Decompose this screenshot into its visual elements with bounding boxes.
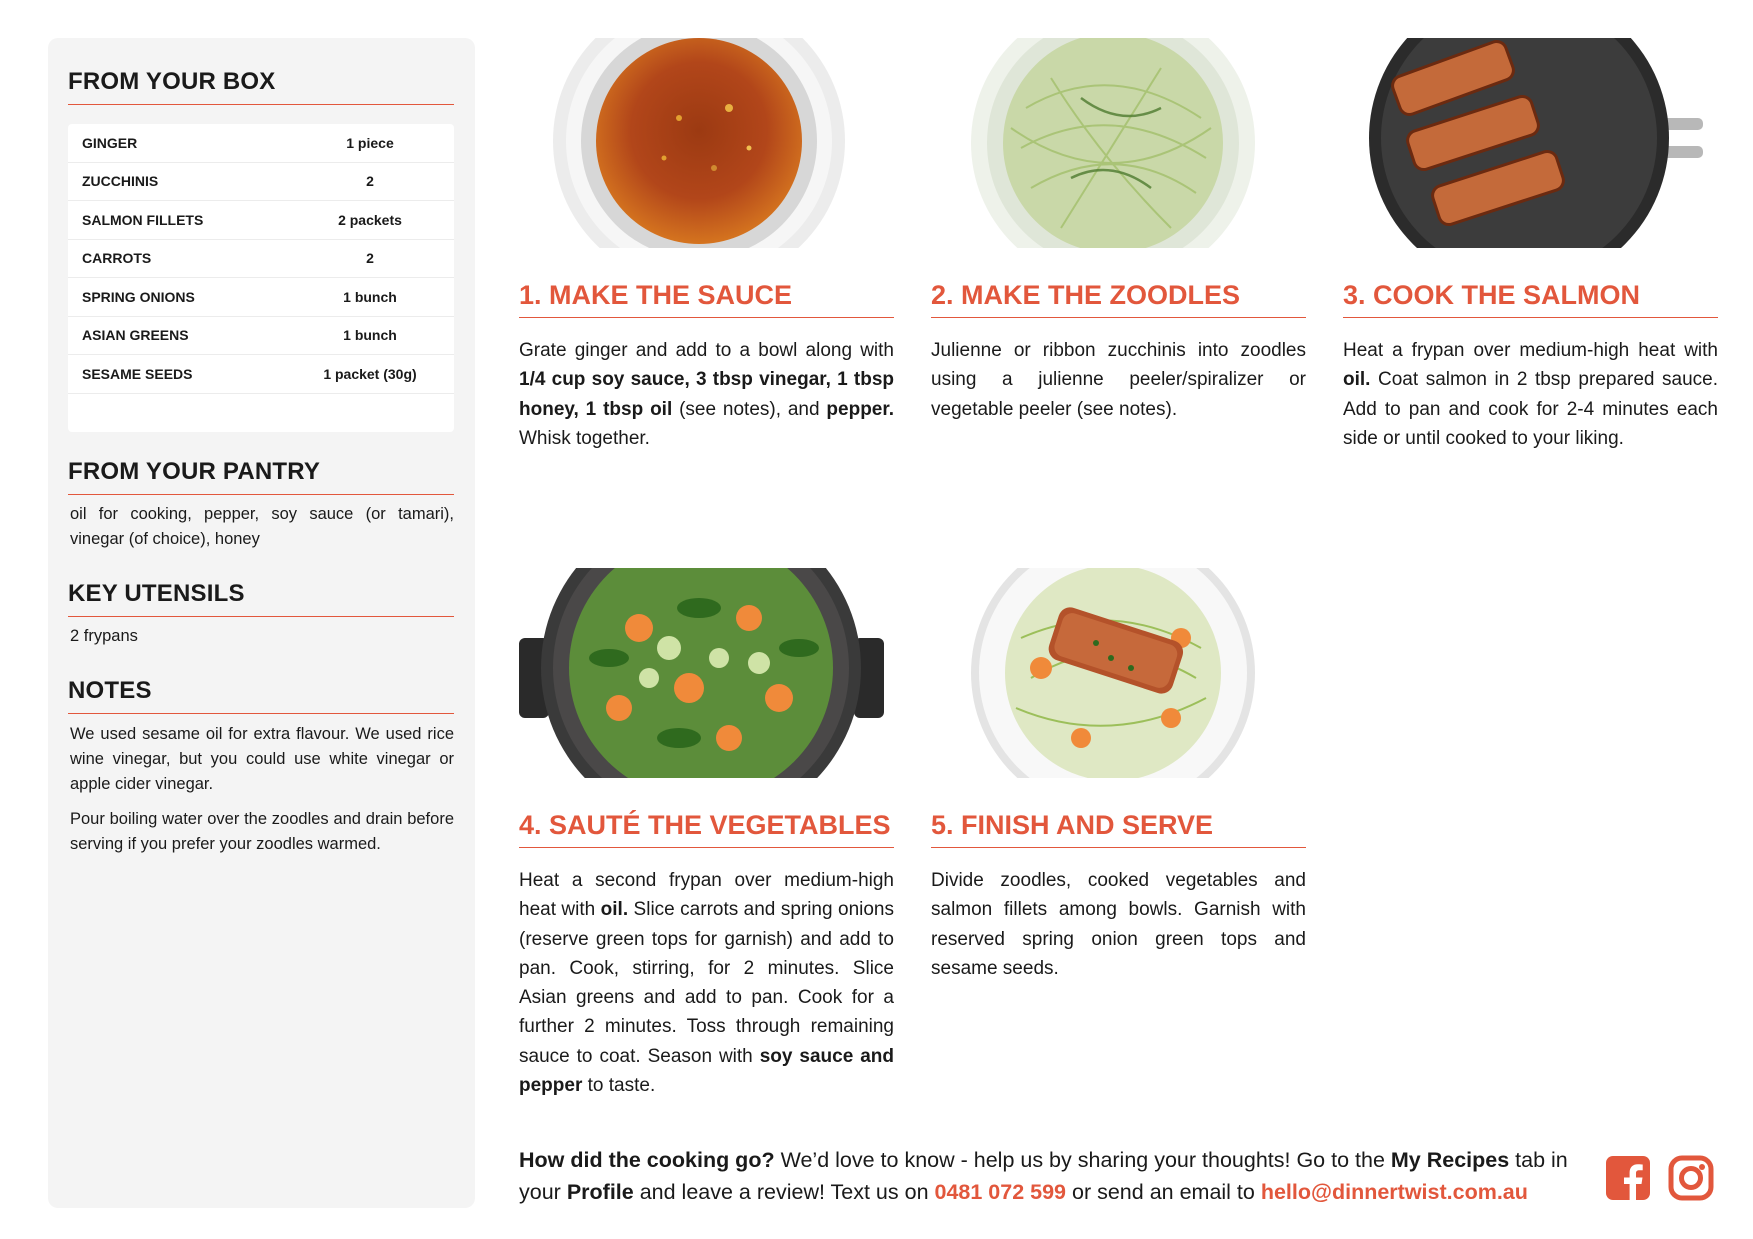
step-instructions: [519, 866, 894, 1100]
ingredient-qty: 1 packet (30g): [323, 365, 417, 382]
ingredient-name: ASIAN GREENS: [82, 327, 189, 344]
footer-text: We’d love to know - help us by sharing your thoughts! Go to the: [774, 1148, 1391, 1172]
table-row: [68, 317, 454, 356]
ingredient-name: SPRING ONIONS: [82, 288, 195, 305]
email-link[interactable]: hello@dinnertwist.com.au: [1260, 1180, 1528, 1204]
instruction-text: Divide zoodles, cooked vegetables and salmon fillets among bowls. Garnish with reserved spring onion green tops and sesame seeds.: [931, 870, 1306, 979]
ingredient-qty: 1 bunch: [343, 327, 397, 344]
note-paragraph: Pour boiling water over the zoodles and drain before serving if you prefer your zoodles warmed.: [70, 810, 454, 853]
ingredient-qty: 2: [366, 250, 374, 267]
table-row: [68, 278, 454, 317]
feedback-footer: [519, 1144, 1579, 1208]
instruction-emphasis: oil.: [600, 899, 629, 921]
instruction-emphasis: oil.: [1343, 369, 1371, 391]
step-title: 1. MAKE THE SAUCE: [519, 280, 894, 318]
instagram-icon[interactable]: [1668, 1155, 1714, 1201]
salmon-pan-photo: [1343, 38, 1718, 248]
my-recipes-tab-text: My Recipes: [1390, 1148, 1510, 1172]
note-paragraph: We used sesame oil for extra flavour. We used rice wine vinegar, but you could use white vinegar or apple cider vinegar.: [70, 725, 454, 793]
step-instructions: [519, 336, 894, 453]
key-utensils-heading: KEY UTENSILS: [68, 580, 454, 617]
instruction-text: Julienne or ribbon zucchinis into zoodles using a julienne peeler/spiralizer or vegetable peeler (see notes).: [931, 340, 1306, 420]
table-row: [68, 163, 454, 202]
utensils-list: 2 frypans: [70, 627, 138, 645]
instruction-text: Heat a second frypan over medium-high heat with: [519, 870, 894, 921]
step-title: 2. MAKE THE ZOODLES: [931, 280, 1306, 318]
sauce-bowl-photo: [519, 38, 894, 248]
ingredient-qty: 1 bunch: [343, 288, 397, 305]
table-row: [68, 240, 454, 279]
profile-text: Profile: [566, 1180, 634, 1204]
notes-body: [70, 722, 454, 867]
instruction-text: Whisk together.: [519, 427, 650, 449]
finished-dish-photo: [931, 568, 1306, 778]
instruction-text: Coat salmon in 2 tbsp prepared sauce. Add to pan and cook for 2-4 minutes each side or until cooked to your liking.: [1343, 369, 1718, 449]
facebook-icon[interactable]: [1605, 1155, 1651, 1201]
ingredient-name: SESAME SEEDS: [82, 365, 193, 382]
zoodles-bowl-photo: [931, 38, 1306, 248]
step-title: 3. COOK THE SALMON: [1343, 280, 1718, 318]
footer-text: tab in your: [519, 1148, 1568, 1204]
ingredients-table: [68, 124, 454, 432]
ingredient-qty: 1 piece: [346, 134, 394, 151]
vegetables-pan-photo: [519, 568, 894, 778]
ingredient-qty: 2 packets: [338, 211, 402, 228]
instruction-emphasis: soy sauce and pepper: [519, 1045, 894, 1097]
from-your-pantry-heading: FROM YOUR PANTRY: [68, 458, 454, 495]
footer-text: or send an email to: [1066, 1180, 1261, 1204]
step-instructions: [1343, 336, 1718, 453]
step-instructions: [931, 336, 1306, 424]
from-your-box-heading: FROM YOUR BOX: [68, 68, 454, 105]
ingredient-name: ZUCCHINIS: [82, 173, 159, 190]
instruction-text: to taste.: [582, 1075, 656, 1097]
instruction-text: Heat a frypan over medium-high heat with: [1343, 340, 1718, 361]
table-row: [68, 124, 454, 163]
instruction-text: Grate ginger and add to a bowl along with: [519, 340, 894, 361]
ingredient-qty: 2: [366, 173, 374, 190]
feedback-question: How did the cooking go?: [519, 1148, 775, 1172]
step-instructions: [931, 866, 1306, 983]
ingredients-panel: [48, 38, 475, 1208]
ingredient-name: CARROTS: [82, 250, 152, 267]
notes-heading: NOTES: [68, 677, 454, 714]
ingredient-name: GINGER: [82, 134, 138, 151]
step-title: 4. SAUTÉ THE VEGETABLES: [519, 810, 894, 848]
instruction-text: (see notes), and: [672, 398, 827, 420]
step-title: 5. FINISH AND SERVE: [931, 810, 1306, 848]
instruction-text: Slice carrots and spring onions (reserve green tops for garnish) and add to pan. Cook, stirring, for 2 minutes. Slice Asian greens and add to pan. Cook for a further 2 minutes. Toss through remaining sauce to coat. Season with: [519, 899, 894, 1067]
footer-text: and leave a review! Text us on: [633, 1180, 935, 1204]
instruction-emphasis: pepper.: [826, 398, 894, 420]
phone-link[interactable]: 0481 072 599: [934, 1180, 1067, 1204]
instruction-emphasis: 1/4 cup soy sauce, 3 tbsp vinegar, 1 tbsp honey, 1 tbsp oil: [519, 369, 894, 420]
ingredient-name: SALMON FILLETS: [82, 211, 204, 228]
pantry-list: oil for cooking, pepper, soy sauce (or tamari), vinegar (of choice), honey: [70, 505, 454, 548]
table-row: [68, 201, 454, 240]
table-row: [68, 355, 454, 394]
